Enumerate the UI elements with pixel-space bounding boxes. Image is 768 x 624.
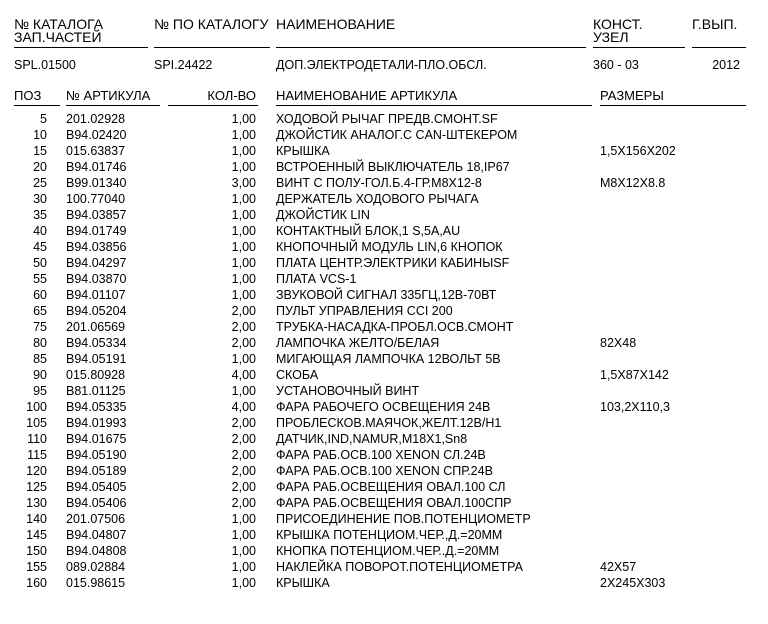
row-article: B94.01675 [66, 432, 127, 446]
row-name: КРЫШКА [276, 576, 330, 590]
row-article: B94.03870 [66, 272, 127, 286]
row-name: ПЛАТА ЦЕНТР.ЭЛЕКТРИКИ КАБИНЫSF [276, 256, 510, 270]
table-row [0, 431, 768, 447]
row-article: B94.05405 [66, 480, 127, 494]
row-pos: 145 [26, 528, 47, 542]
table-row [0, 575, 768, 591]
row-article: 015.63837 [66, 144, 126, 158]
row-article: 201.06569 [66, 320, 126, 334]
year-value: 2012 [712, 58, 740, 72]
row-article: B94.01107 [66, 288, 126, 302]
col-rule-size [600, 105, 746, 106]
table-row [0, 415, 768, 431]
row-qty: 1,00 [231, 576, 256, 590]
row-name: ДЖОЙСТИК АНАЛОГ.С CAN-ШТЕКЕРОМ [276, 128, 518, 142]
table-row [0, 495, 768, 511]
table-row [0, 447, 768, 463]
row-qty: 4,00 [231, 400, 256, 414]
parts-table [0, 111, 768, 591]
table-row [0, 383, 768, 399]
col-header-name: НАИМЕНОВАНИЕ АРТИКУЛА [276, 88, 458, 103]
row-qty: 4,00 [231, 368, 256, 382]
catalog-no-header-line1: № КАТАЛОГА [14, 16, 104, 32]
row-article: B94.04297 [66, 256, 127, 270]
col-rule-article [66, 105, 160, 106]
header-rule-assembly [593, 47, 685, 48]
row-qty: 3,00 [231, 176, 256, 190]
row-name: ФАРА РАБ.ОСВ.100 XENON СПР.24В [276, 464, 493, 478]
row-pos: 150 [26, 544, 47, 558]
row-name: ФАРА РАБОЧЕГО ОСВЕЩЕНИЯ 24В [276, 400, 491, 414]
row-qty: 1,00 [231, 288, 256, 302]
row-article: 201.02928 [66, 112, 126, 126]
row-qty: 2,00 [231, 496, 256, 510]
row-qty: 1,00 [231, 384, 256, 398]
row-qty: 1,00 [231, 544, 256, 558]
row-pos: 95 [33, 384, 47, 398]
row-qty: 1,00 [231, 208, 256, 222]
row-article: B94.05334 [66, 336, 127, 350]
table-row [0, 399, 768, 415]
row-name: УСТАНОВОЧНЫЙ ВИНТ [276, 384, 420, 398]
row-size: M8X12X8.8 [600, 176, 666, 190]
col-header-size: РАЗМЕРЫ [600, 88, 664, 103]
row-size: 1,5X156X202 [600, 144, 676, 158]
row-article: B94.04808 [66, 544, 127, 558]
row-name: ЛАМПОЧКА ЖЕЛТО/БЕЛАЯ [276, 336, 440, 350]
row-pos: 160 [26, 576, 47, 590]
header-rule-name [276, 47, 586, 48]
row-name: ФАРА РАБ.ОСВЕЩЕНИЯ ОВАЛ.100СПР [276, 496, 512, 510]
table-row [0, 239, 768, 255]
name-header: НАИМЕНОВАНИЕ [276, 16, 396, 32]
row-name: ДАТЧИК,IND,NAMUR,M18X1,Sn8 [276, 432, 468, 446]
table-row [0, 527, 768, 543]
row-pos: 10 [33, 128, 47, 142]
assembly-header-line2: УЗЕЛ [593, 29, 629, 45]
row-pos: 40 [33, 224, 47, 238]
row-qty: 1,00 [231, 128, 256, 142]
row-name: ХОДОВОЙ РЫЧАГ ПРЕДВ.СМОНТ.SF [276, 112, 498, 126]
year-header: Г.ВЫП. [692, 16, 738, 32]
col-rule-qty [168, 105, 258, 106]
table-row [0, 159, 768, 175]
row-qty: 2,00 [231, 336, 256, 350]
row-pos: 110 [27, 432, 47, 446]
table-row [0, 511, 768, 527]
row-name: ФАРА РАБ.ОСВ.100 XENON СЛ.24В [276, 448, 486, 462]
row-pos: 80 [33, 336, 47, 350]
row-pos: 105 [26, 416, 47, 430]
row-pos: 45 [33, 240, 47, 254]
table-row [0, 143, 768, 159]
row-pos: 35 [33, 208, 47, 222]
row-article: B94.02420 [66, 128, 127, 142]
row-article: B94.05335 [66, 400, 127, 414]
assembly-value: 360 - 03 [593, 58, 639, 72]
table-row [0, 319, 768, 335]
row-qty: 1,00 [231, 144, 256, 158]
row-article: B94.05204 [66, 304, 127, 318]
row-pos: 125 [26, 480, 47, 494]
table-row [0, 255, 768, 271]
row-size: 42X57 [600, 560, 637, 574]
table-row [0, 127, 768, 143]
row-qty: 1,00 [231, 256, 256, 270]
catalog-ref-header: № ПО КАТАЛОГУ [154, 16, 269, 32]
table-row [0, 207, 768, 223]
assembly-header-line1: КОНСТ. [593, 16, 643, 32]
row-pos: 155 [26, 560, 47, 574]
row-article: B94.05190 [66, 448, 127, 462]
table-row [0, 287, 768, 303]
row-name: МИГАЮЩАЯ ЛАМПОЧКА 12ВОЛЬТ 5В [276, 352, 501, 366]
row-qty: 2,00 [231, 416, 256, 430]
row-article: B94.05189 [66, 464, 127, 478]
row-qty: 1,00 [231, 512, 256, 526]
row-name: КОНТАКТНЫЙ БЛОК,1 S,5A,AU [276, 224, 461, 238]
header-rule-catalog-no [14, 47, 148, 48]
row-article: B94.04807 [66, 528, 127, 542]
catalog-name-value: ДОП.ЭЛЕКТРОДЕТАЛИ-ПЛО.ОБСЛ. [276, 58, 487, 72]
row-pos: 85 [33, 352, 47, 366]
col-rule-pos [14, 105, 60, 106]
row-qty: 2,00 [231, 432, 256, 446]
catalog-no-header-line2: ЗАП.ЧАСТЕЙ [14, 29, 102, 45]
row-qty: 1,00 [231, 112, 256, 126]
row-article: 100.77040 [66, 192, 126, 206]
row-name: ТРУБКА-НАСАДКА-ПРОБЛ.ОСВ.СМОНТ [276, 320, 514, 334]
header-rule-catalog-ref [154, 47, 270, 48]
row-article: B94.05406 [66, 496, 127, 510]
table-row [0, 367, 768, 383]
row-qty: 1,00 [231, 272, 256, 286]
row-name: ДЕРЖАТЕЛЬ ХОДОВОГО РЫЧАГА [276, 192, 479, 206]
row-article: B94.03857 [66, 208, 127, 222]
catalog-ref-value: SPI.24422 [154, 58, 213, 72]
row-pos: 55 [33, 272, 47, 286]
row-article: 089.02884 [66, 560, 126, 574]
row-article: 015.98615 [66, 576, 126, 590]
row-name: ПРИСОЕДИНЕНИЕ ПОВ.ПОТЕНЦИОМЕТР [276, 512, 531, 526]
row-size: 82X48 [600, 336, 637, 350]
table-row [0, 175, 768, 191]
row-size: 103,2X110,3 [600, 400, 670, 414]
row-article: B94.03856 [66, 240, 127, 254]
row-pos: 100 [26, 400, 47, 414]
row-qty: 1,00 [231, 192, 256, 206]
row-pos: 120 [26, 464, 47, 478]
row-pos: 90 [33, 368, 47, 382]
row-qty: 2,00 [231, 480, 256, 494]
table-row [0, 335, 768, 351]
table-row [0, 303, 768, 319]
row-name: КРЫШКА [276, 144, 330, 158]
row-name: ФАРА РАБ.ОСВЕЩЕНИЯ ОВАЛ.100 СЛ [276, 480, 506, 494]
table-row [0, 463, 768, 479]
row-pos: 30 [33, 192, 47, 206]
row-pos: 60 [33, 288, 47, 302]
row-pos: 140 [26, 512, 47, 526]
table-row [0, 543, 768, 559]
row-qty: 1,00 [231, 160, 256, 174]
row-name: ПУЛЬТ УПРАВЛЕНИЯ CCI 200 [276, 304, 453, 318]
row-size: 2X245X303 [600, 576, 666, 590]
row-article: 015.80928 [66, 368, 126, 382]
row-article: 201.07506 [66, 512, 126, 526]
row-qty: 2,00 [231, 448, 256, 462]
table-row [0, 271, 768, 287]
row-qty: 1,00 [231, 240, 256, 254]
table-row [0, 559, 768, 575]
row-qty: 2,00 [231, 304, 256, 318]
row-name: ДЖОЙСТИК LIN [276, 208, 370, 222]
row-name: ЗВУКОВОЙ СИГНАЛ 335ГЦ,12В-70ВТ [276, 288, 497, 302]
col-header-article: № АРТИКУЛА [66, 88, 151, 103]
row-size: 1,5X87X142 [600, 368, 669, 382]
col-header-pos: ПОЗ [14, 88, 42, 103]
row-pos: 50 [33, 256, 47, 270]
row-name: СКОБА [276, 368, 319, 382]
row-name: ПРОБЛЕСКОВ.МАЯЧОК,ЖЕЛТ.12В/H1 [276, 416, 502, 430]
row-pos: 75 [33, 320, 47, 334]
row-article: B81.01125 [66, 384, 126, 398]
table-row [0, 191, 768, 207]
row-pos: 20 [33, 160, 47, 174]
row-article: B99.01340 [66, 176, 127, 190]
row-name: ВИНТ С ПОЛУ-ГОЛ.Б.4-ГР.M8X12-8 [276, 176, 482, 190]
row-pos: 5 [40, 112, 47, 126]
row-article: B94.01749 [66, 224, 127, 238]
row-name: КНОПОЧНЫЙ МОДУЛЬ LIN,6 КНОПОК [276, 240, 503, 254]
row-pos: 25 [33, 176, 47, 190]
table-row [0, 479, 768, 495]
catalog-no-value: SPL.01500 [14, 58, 76, 72]
row-qty: 1,00 [231, 528, 256, 542]
row-pos: 115 [27, 448, 47, 462]
row-qty: 2,00 [231, 464, 256, 478]
row-name: КРЫШКА ПОТЕНЦИОМ.ЧЕР.,Д.=20ММ [276, 528, 503, 542]
row-qty: 1,00 [231, 560, 256, 574]
table-row [0, 351, 768, 367]
row-article: B94.01746 [66, 160, 127, 174]
table-row [0, 223, 768, 239]
header-rule-year [692, 47, 746, 48]
row-pos: 65 [33, 304, 47, 318]
row-qty: 2,00 [231, 320, 256, 334]
row-pos: 15 [33, 144, 47, 158]
col-header-qty: КОЛ-ВО [207, 88, 256, 103]
row-name: НАКЛЕЙКА ПОВОРОТ.ПОТЕНЦИОМЕТРА [276, 560, 524, 574]
row-qty: 1,00 [231, 224, 256, 238]
row-article: B94.05191 [66, 352, 127, 366]
table-row [0, 111, 768, 127]
row-name: ПЛАТА VCS-1 [276, 272, 357, 286]
row-name: ВСТРОЕННЫЙ ВЫКЛЮЧАТЕЛЬ 18,IP67 [276, 160, 510, 174]
row-article: B94.01993 [66, 416, 127, 430]
row-qty: 1,00 [231, 352, 256, 366]
col-rule-name [276, 105, 592, 106]
row-pos: 130 [26, 496, 47, 510]
row-name: КНОПКА ПОТЕНЦИОМ.ЧЕР..Д.=20ММ [276, 544, 500, 558]
